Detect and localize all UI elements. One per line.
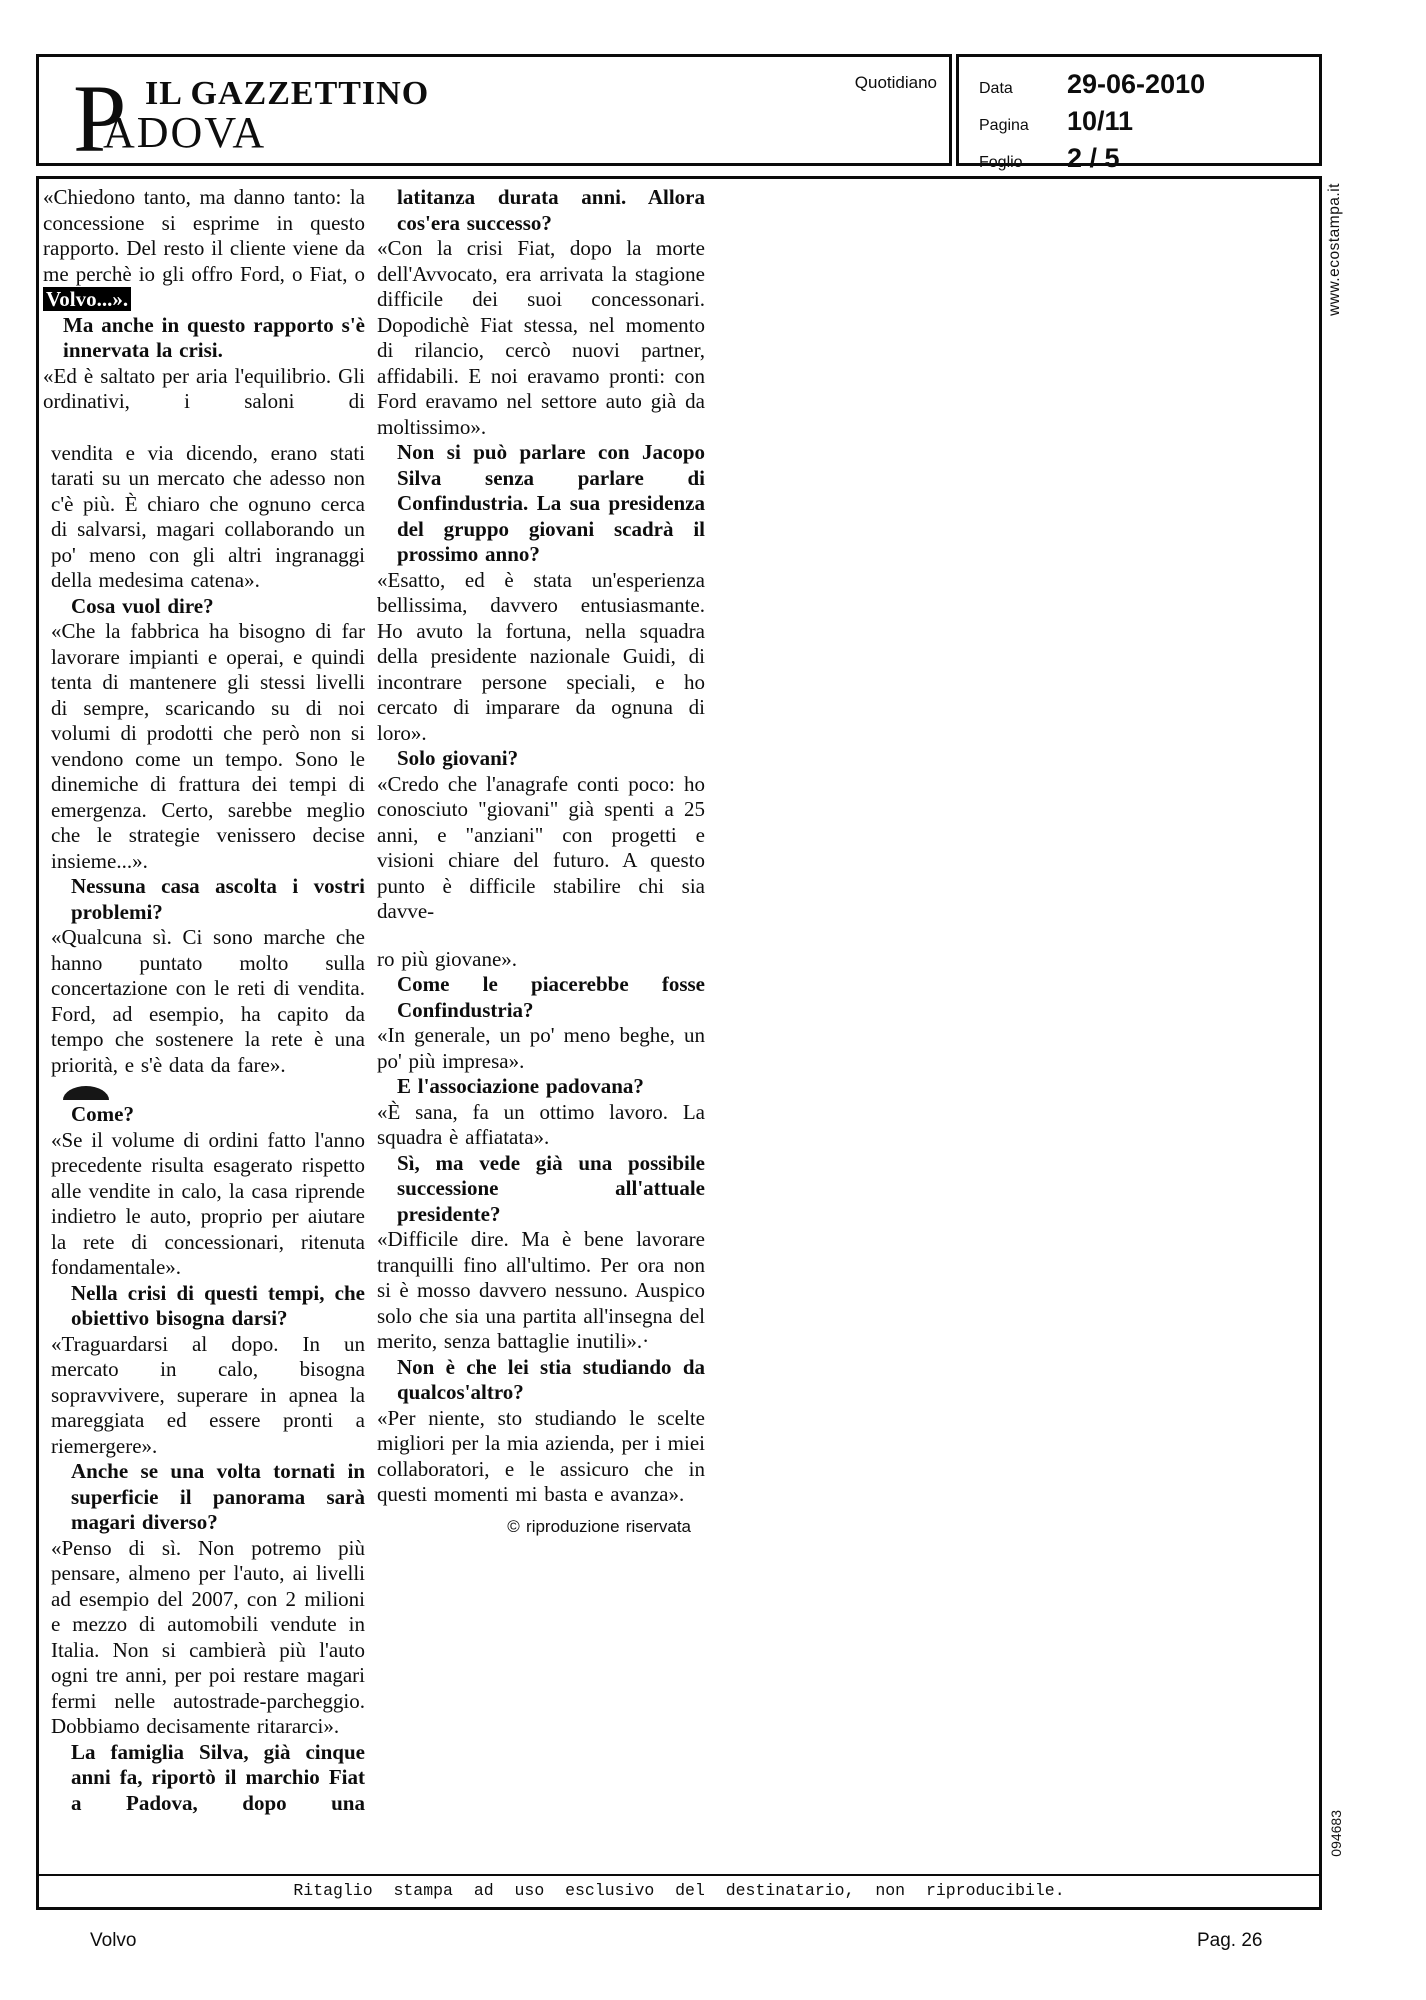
paragraph-text: «Chiedono tanto, ma danno tanto: la concessione si esprime in questo rapporto. Del resto il cliente viene da me perchè io gli offro Ford, o Fiat, o	[43, 185, 365, 286]
article-paragraph: «Che la fabbrica ha bisogno di far lavorare impianti e operai, e quindi tenta di mantenere gli stessi livelli di sempre, scaricando su di noi volumi di prodotti che però non si vendono come un tempo. Sono le dinemiche di frattura dei tempi di emergenza. Certo, sarebbe meglio che le strategie venissero decise insieme...».	[51, 619, 365, 873]
clipping-meta-box	[956, 54, 1322, 173]
article-box	[36, 176, 1322, 1910]
publication-header-box	[36, 54, 952, 172]
article-column-1	[43, 185, 365, 1816]
logo-big-letter: P	[73, 65, 127, 172]
interview-question: Solo giovani?	[397, 746, 519, 770]
publication-type-label: Quotidiano	[854, 73, 937, 92]
interview-question: Anche se una volta tornati in superficie il panorama sarà magari diverso?	[71, 1459, 365, 1534]
article-paragraph	[43, 185, 365, 313]
logo-subtitle: ADOVA	[103, 108, 267, 157]
interview-question: Ma anche in questo rapporto s'è innervata la crisi.	[63, 312, 365, 362]
ink-smudge-artifact	[63, 1086, 109, 1100]
article-paragraph: «È sana, fa un ottimo lavoro. La squadra è affiatata».	[377, 1099, 705, 1149]
article-paragraph: ro più giovane».	[377, 946, 518, 971]
article-paragraph: «Con la crisi Fiat, dopo la morte dell'Avvocato, era arrivata la stagione difficile dei suoi concessonari. Dopodichè Fiat stessa, nel momento di rilancio, cercò nuovi partner, affidabili. E noi eravamo pronti: con Ford eravamo nel settore auto già da moltissimo».	[377, 236, 705, 439]
article-column-1-lower-block	[43, 441, 365, 1817]
meta-row-data	[979, 69, 1311, 100]
ecostampa-website-vertical-label: www.ecostampa.it	[1326, 183, 1343, 316]
article-paragraph: «Credo che l'anagrafe conti poco: ho conosciuto "giovani" già spenti a 25 anni, e "anziani" con progetti e visioni chiare del futuro. A questo punto è difficile stabilire chi sia davve-	[377, 771, 705, 923]
interview-question: Come le piacerebbe fosse Confindustria?	[397, 972, 705, 1022]
interview-question: Non è che lei stia studiando da qualcos'altro?	[397, 1354, 705, 1404]
interview-question: Sì, ma vede già una possibile successione all'attuale presidente?	[397, 1150, 705, 1226]
article-paragraph: vendita e via dicendo, erano stati tarati su un mercato che adesso non c'è più. È chiaro che ognuno cerca di salvarsi, magari collaborando un po' meno con gli altri ingranaggi della medesima catena».	[51, 440, 365, 592]
interview-question: E l'associazione padovana?	[397, 1074, 644, 1098]
article-paragraph: «In generale, un po' meno beghe, un po' più impresa».	[377, 1023, 705, 1073]
article-paragraph: «Esatto, ed è stata un'esperienza bellissima, davvero entusiasmante. Ho avuto la fortuna, nella squadra della presidente nazionale Guidi, di incontrare persone speciali, e ho cercato di imparare da ognuna di loro».	[377, 567, 705, 745]
article-paragraph: «Se il volume di ordini fatto l'anno precedente risulta esagerato rispetto alle vendite in calo, la casa riprende indietro le auto, proprio per aiutare la rete di concessionari, ritenuta fondamentale».	[51, 1127, 365, 1279]
article-paragraph: «Qualcuna sì. Ci sono marche che hanno puntato molto sulla concertazione con le reti di vendita. Ford, ad esempio, ha capito da tempo che sostenere la rete è una priorità, e s'è data da fare».	[51, 925, 365, 1077]
clipping-meta-rows	[979, 69, 1311, 180]
meta-label-pagina: Pagina	[979, 117, 1029, 134]
interview-question: latitanza durata anni. Allora cos'era successo?	[397, 185, 705, 235]
highlighted-keyword: Volvo...».	[43, 287, 131, 311]
footer-page-reference: Pag. 26	[1197, 1930, 1263, 1951]
article-paragraph: «Per niente, sto studiando le scelte migliori per la mia azienda, per i miei collaboratori, e le assicuro che in questi momenti mi basta e avanza».	[377, 1405, 705, 1506]
meta-row-foglio	[979, 143, 1311, 174]
interview-question: Come?	[71, 1102, 134, 1126]
article-paragraph: «Penso di sì. Non potremo più pensare, almeno per l'auto, ai livelli ad esempio del 2007, con 2 milioni e mezzo di automobili vendute in Italia. Non si cambierà più l'auto ogni tre anni, per poi restare magari fermi nelle autostrade-parcheggio. Dobbiamo decisamente ritararci».	[51, 1535, 365, 1738]
interview-question: Nessuna casa ascolta i vostri problemi?	[71, 874, 365, 924]
article-paragraph: «Ed è saltato per aria l'equilibrio. Gli ordinativi, i saloni di	[43, 363, 365, 413]
article-column-2	[377, 185, 705, 1539]
interview-question: Cosa vuol dire?	[71, 593, 214, 618]
meta-value-pagina: 10/11	[1067, 106, 1134, 136]
article-paragraph: «Traguardarsi al dopo. In un mercato in calo, bisogna sopravvivere, superare in apnea la mareggiata ed essere pronti a riemergere».	[51, 1331, 365, 1458]
clipping-code-vertical-label: 094683	[1328, 1810, 1344, 1857]
interview-question: Nella crisi di questi tempi, che obiettivo bisogna darsi?	[71, 1280, 365, 1330]
meta-label-foglio: Foglio	[979, 154, 1023, 171]
article-paragraph: «Difficile dire. Ma è bene lavorare tranquilli fino all'ultimo. Per ora non si è mosso davvero nessuno. Auspico solo che sia una partita all'insegna del merito, senza battaglie inutili».·	[377, 1227, 705, 1353]
interview-question: La famiglia Silva, già cinque anni fa, riportò il marchio Fiat a Padova, dopo una	[71, 1739, 365, 1815]
interview-question: Non si può parlare con Jacopo Silva senza parlare di Confindustria. La sua presidenza del gruppo giovani scadrà il prossimo anno?	[397, 440, 705, 566]
meta-value-data: 29-06-2010	[1067, 69, 1206, 99]
footer-subject-label: Volvo	[90, 1930, 137, 1951]
copyright-credit: © riproduzione riservata	[507, 1516, 691, 1536]
meta-label-data: Data	[979, 80, 1013, 97]
meta-row-pagina	[979, 106, 1311, 137]
meta-value-foglio: 2 / 5	[1067, 143, 1120, 173]
logo-title: IL GAZZETTINO	[145, 75, 430, 112]
ritaglio-disclaimer-bar: Ritaglio stampa ad uso esclusivo del destinatario, non riproducibile.	[39, 1874, 1319, 1907]
